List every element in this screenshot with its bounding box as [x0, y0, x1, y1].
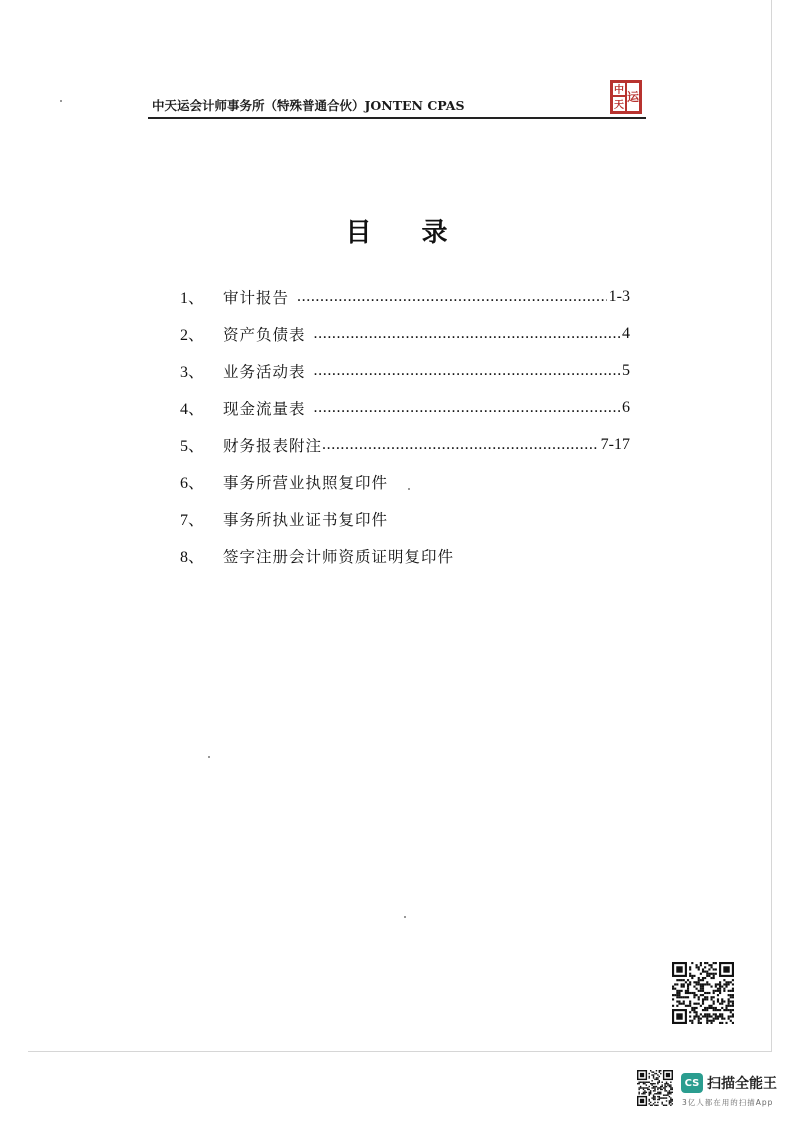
page-edge-bottom [28, 1051, 772, 1052]
toc-page: 6 [622, 398, 630, 416]
toc-leader-dots [297, 288, 607, 306]
toc-page: 1-3 [608, 287, 630, 305]
header-rule [148, 117, 646, 119]
toc-number: 4、 [180, 401, 205, 418]
svg-text:天: 天 [614, 100, 624, 111]
svg-text:运: 运 [626, 90, 640, 104]
toc-entry-notes [180, 426, 630, 463]
toc-label: 现金流量表 [223, 399, 306, 418]
toc-number: 1、 [180, 290, 205, 307]
toc-number: 3、 [180, 364, 205, 381]
toc-label: 业务活动表 [223, 362, 306, 381]
toc-title-text: 目录 [345, 218, 498, 248]
toc-label: 审计报告 [223, 288, 290, 307]
toc-entry-balance-sheet [180, 315, 630, 352]
toc-number: 5、 [180, 438, 205, 455]
scan-speck [60, 100, 62, 102]
scanner-qr-icon [637, 1070, 673, 1106]
toc-leader-dots [314, 399, 620, 417]
toc-number: 8、 [180, 549, 205, 566]
scan-speck [208, 756, 210, 758]
scan-speck [404, 916, 406, 918]
svg-text:中: 中 [614, 85, 624, 96]
toc-number: 2、 [180, 327, 205, 344]
toc-entry-cash-flow [180, 389, 630, 426]
toc-entry-activity-statement [180, 352, 630, 389]
toc-page: 7-17 [600, 435, 630, 453]
camscanner-name: 扫描全能王 [707, 1076, 777, 1092]
toc-entry-cpa-qualification [180, 537, 630, 574]
toc-title [0, 212, 793, 249]
toc-leader-dots [314, 325, 620, 343]
qr-code-icon [672, 962, 734, 1024]
toc-number: 7、 [180, 512, 205, 529]
toc-leader-dots [314, 362, 620, 380]
page-edge-right [771, 0, 772, 1052]
toc-entry-audit-report [180, 278, 630, 315]
camscanner-logo-icon: CS [681, 1073, 703, 1093]
toc-number: 6、 [180, 475, 205, 492]
firm-header: 中天运会计师事务所（特殊普通合伙）JONTEN CPAS [152, 98, 465, 113]
toc-entry-practice-certificate [180, 500, 630, 537]
table-of-contents [180, 278, 630, 574]
scan-speck [408, 488, 410, 490]
toc-leader-dots [322, 436, 599, 454]
toc-label: 事务所营业执照复印件 [223, 473, 389, 492]
toc-page: 4 [622, 324, 630, 342]
toc-page: 5 [622, 361, 630, 379]
firm-seal-logo [609, 79, 643, 115]
toc-label: 签字注册会计师资质证明复印件 [223, 547, 455, 566]
toc-label: 财务报表附注 [223, 436, 323, 455]
toc-label: 资产负债表 [223, 325, 306, 344]
toc-entry-business-license [180, 463, 630, 500]
toc-label: 事务所执业证书复印件 [223, 510, 389, 529]
camscanner-slogan: 3亿人都在用的扫描App [682, 1098, 774, 1107]
